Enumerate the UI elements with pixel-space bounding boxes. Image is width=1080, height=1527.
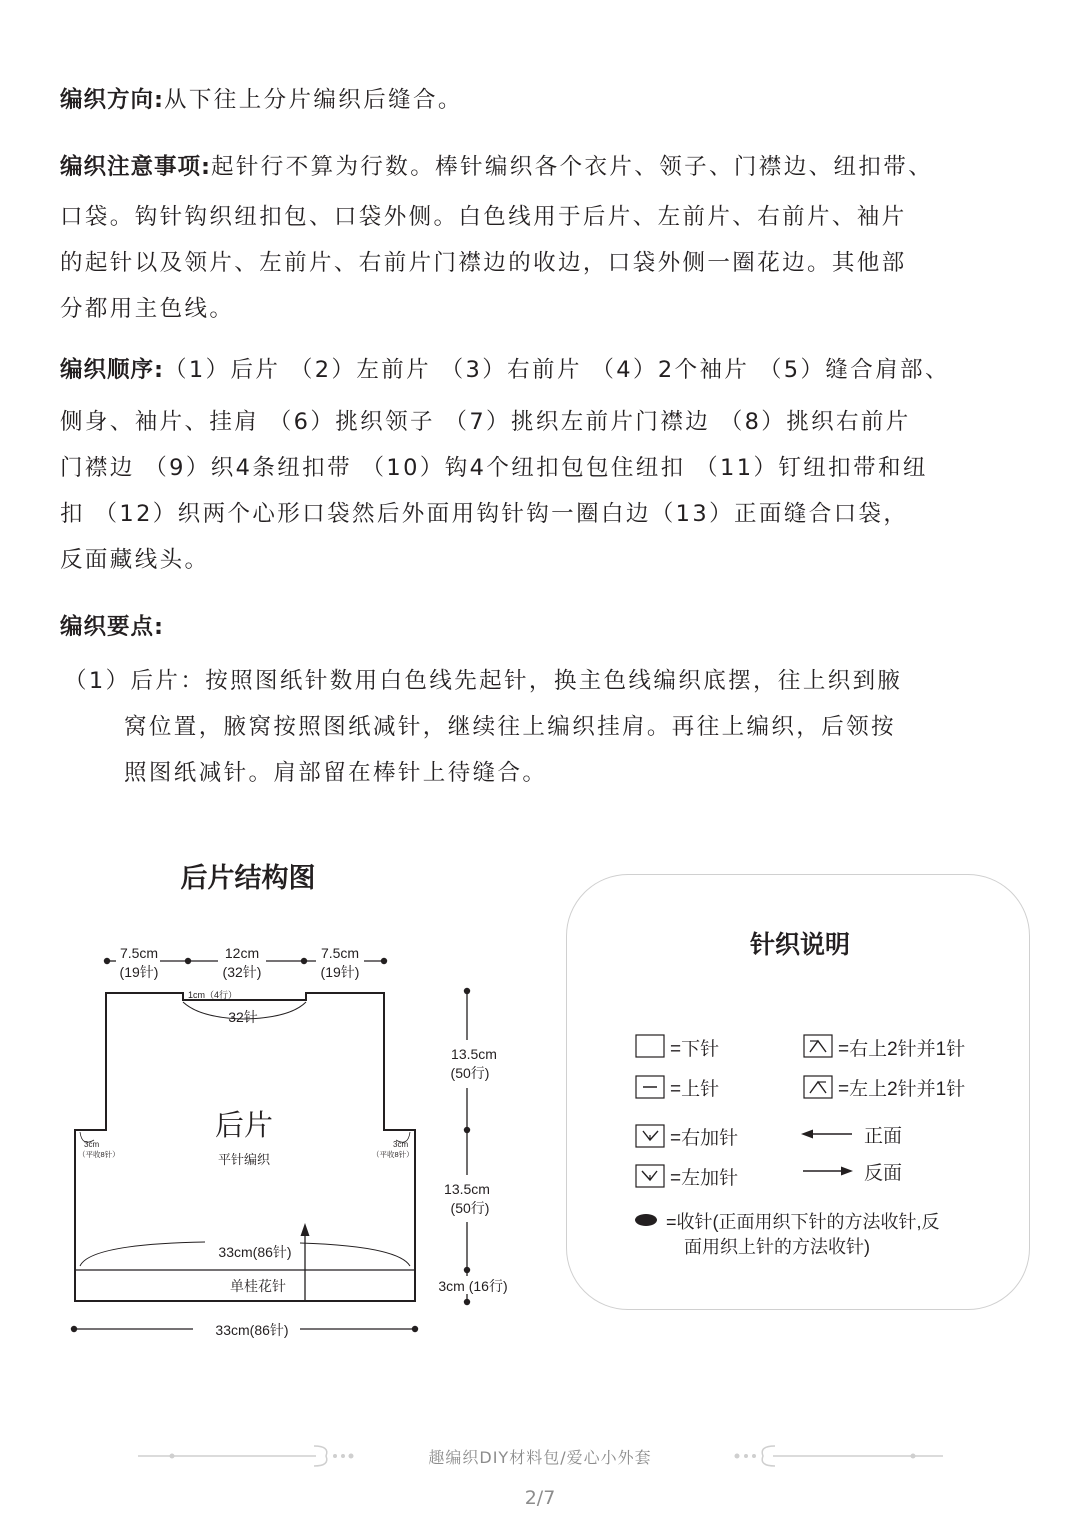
order-line: 扣 （12）织两个心形口袋然后外面用钩针钩一圈白边（13）正面缝合口袋， (60, 501, 909, 527)
direction-text: 从下往上分片编织后缝合。 (164, 87, 463, 113)
left-armhole-width: 3cm (84, 1140, 100, 1149)
top-left-width: 7.5cm (119, 945, 159, 961)
order-line: （1）后片 （2）左前片 （3）右前片 （4）2个袖片 （5）缝合肩部、 (164, 357, 950, 383)
knit-symbol-icon (636, 1035, 664, 1057)
right-armhole-width: 3cm (393, 1140, 409, 1149)
points-label: 编织要点: (60, 614, 164, 640)
dimension-dot (71, 1326, 77, 1332)
right-armhole-note: （平收8针） (372, 1150, 414, 1159)
right-decrease-icon (804, 1035, 832, 1057)
upper-height-rows: (50行) (450, 1065, 490, 1081)
points-item-number: （1） (64, 668, 131, 694)
bind-off-label-cont: 面用织上针的方法收针) (684, 1237, 870, 1257)
top-right-stitches: (19针) (320, 964, 360, 980)
front-label: 正面 (864, 1126, 903, 1147)
bind-off-label: =收针(正面用织下针的方法收针,反 (666, 1212, 940, 1232)
ribbing-height: 3cm (16行) (438, 1278, 508, 1294)
ribbing-label: 单桂花针 (230, 1278, 286, 1294)
page-number: 2/7 (524, 1487, 556, 1509)
right-decrease-label: =右上2针并1针 (838, 1039, 966, 1060)
back-label: 反面 (864, 1163, 903, 1184)
top-left-stitches: (19针) (119, 964, 159, 980)
points-line: 窝位置，腋窝按照图纸减针，继续往上编织挂肩。再往上编织，后领按 (124, 714, 896, 740)
order-line: 反面藏线头。 (60, 547, 210, 573)
notes-line: 口袋。钩针钩织纽扣包、口袋外侧。白色线用于后片、左前片、右前片、袖片 (60, 204, 907, 230)
direction-label: 编织方向: (60, 87, 164, 113)
points-line: 后片：按照图纸针数用白色线先起针，换主色线编织底摆，往上织到腋 (130, 668, 903, 694)
order-line: 门襟边 （9）织4条纽扣带 （10）钩4个纽扣包包住纽扣 （11）钉纽扣带和纽 (60, 455, 928, 481)
upper-height-cm: 13.5cm (451, 1046, 497, 1062)
lower-height-rows: (50行) (450, 1200, 490, 1216)
knit-label: =下针 (670, 1039, 720, 1060)
notes-line: 的起针以及领片、左前片、右前片门襟边的收边，口袋外侧一圈花边。其他部 (60, 250, 907, 276)
notes-line: 分都用主色线。 (60, 296, 235, 322)
back-arrow-head (841, 1167, 853, 1176)
points-heading (60, 604, 164, 650)
lower-height-cm: 13.5cm (444, 1181, 490, 1197)
diagram-title: 后片结构图 (180, 863, 316, 893)
footer-text: 趣编织DIY材料包/爱心小外套 (428, 1448, 652, 1467)
piece-name: 后片 (214, 1110, 274, 1142)
direction-line (60, 77, 463, 123)
dimension-dot (412, 1326, 418, 1332)
neck-depth-label: 1cm（4行） (188, 990, 238, 1000)
left-armhole-note: （平收8针） (78, 1150, 120, 1159)
top-mid-stitches: (32针) (222, 964, 262, 980)
top-right-width: 7.5cm (320, 945, 360, 961)
order-line: 侧身、袖片、挂肩 （6）挑织领子 （7）挑织左前片门襟边 （8）挑织右前片 (60, 409, 911, 435)
left-increase-label: =左加针 (670, 1168, 739, 1189)
order-label: 编织顺序: (60, 357, 164, 383)
purl-label: =上针 (670, 1079, 720, 1100)
bottom-width-label: 33cm(86针) (215, 1322, 289, 1338)
body-width-label: 33cm(86针) (218, 1244, 292, 1260)
left-decrease-label: =左上2针并1针 (838, 1079, 966, 1100)
right-increase-label: =右加针 (670, 1128, 739, 1149)
stitch-legend (0, 860, 1080, 1280)
left-decrease-icon (804, 1076, 832, 1098)
neck-stitches: 32针 (228, 1009, 258, 1025)
notes-label: 编织注意事项: (60, 154, 211, 180)
points-item (64, 658, 902, 796)
notes-line: 起针行不算为行数。棒针编织各个衣片、领子、门襟边、纽扣带、 (211, 154, 934, 180)
front-arrow-head (801, 1130, 813, 1139)
notes-paragraph (60, 144, 933, 332)
footer-right-ornament-icon (733, 1440, 943, 1472)
top-mid-width: 12cm (224, 945, 260, 961)
order-paragraph (60, 347, 950, 583)
bind-off-symbol-icon (635, 1214, 657, 1226)
points-line: 照图纸减针。肩部留在棒针上待缝合。 (124, 760, 548, 786)
legend-title: 针织说明 (749, 931, 851, 959)
piece-stitch-pattern: 平针编织 (217, 1152, 271, 1167)
